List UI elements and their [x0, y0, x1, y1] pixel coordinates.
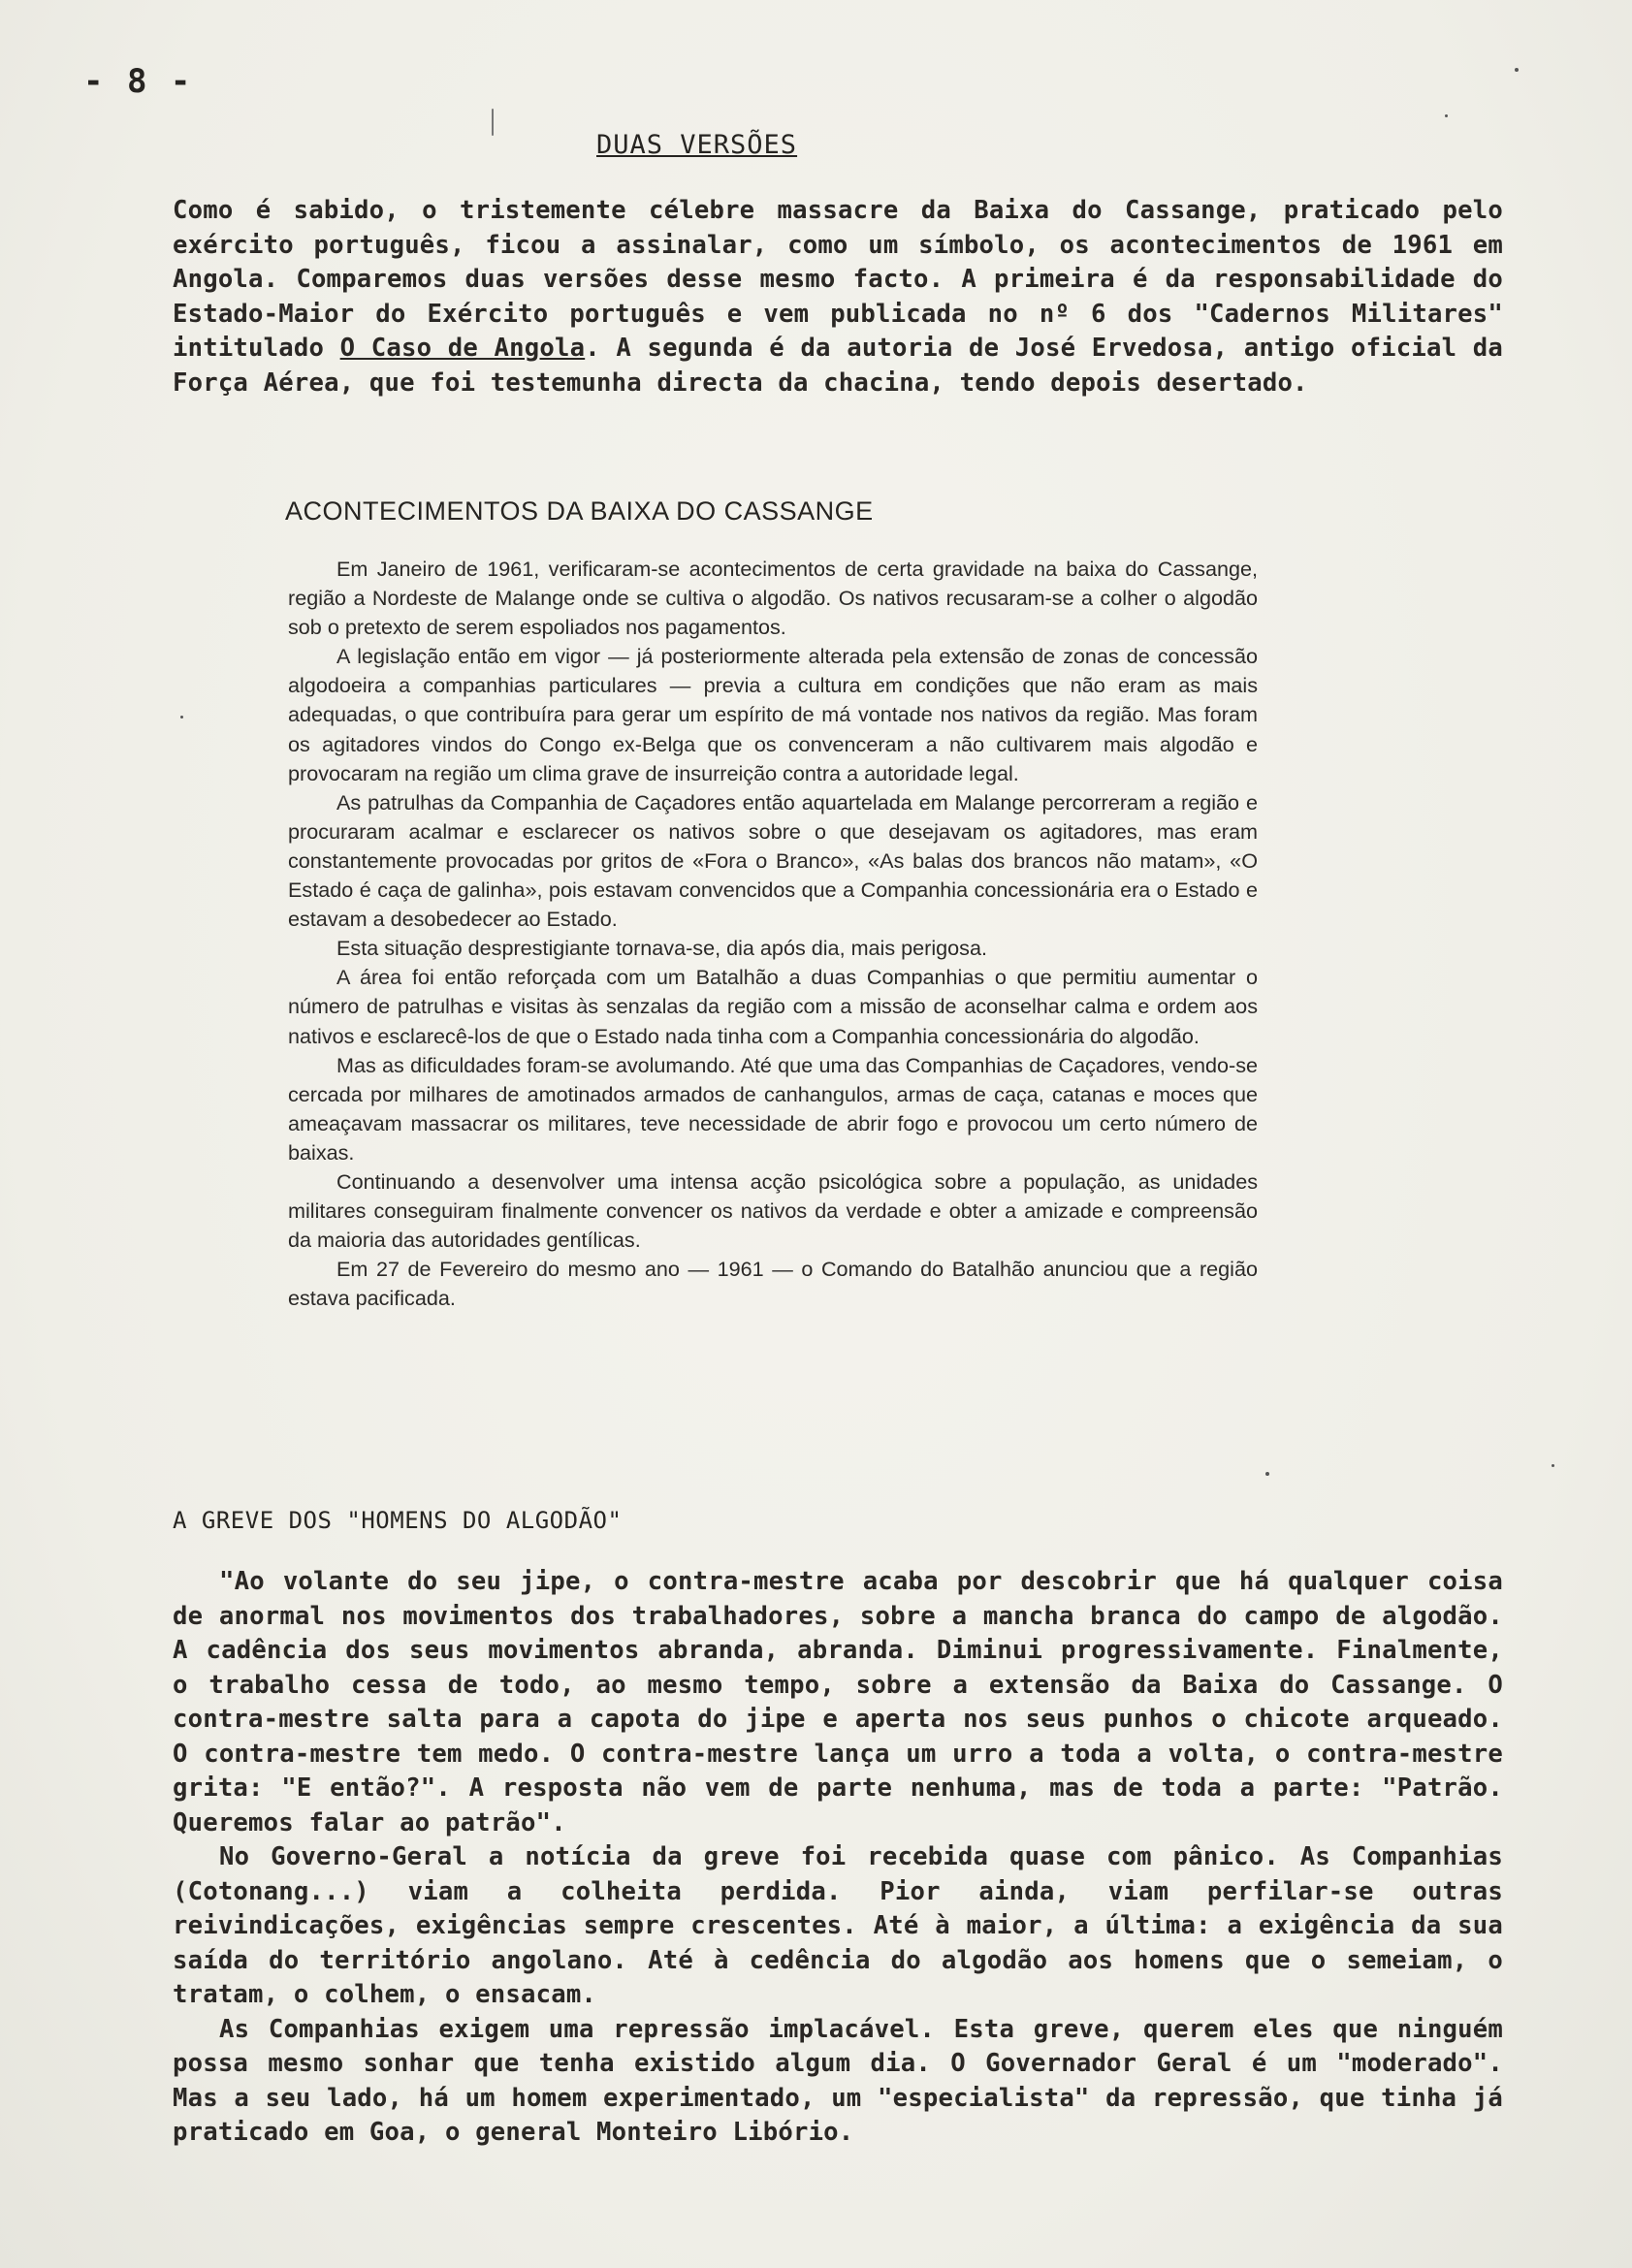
- page-number: - 8 -: [83, 62, 193, 101]
- intro-text-after: . A segunda é da autoria de José Ervedosa, antigo oficial da Força Aérea, que foi testemunha directa da chacina, tendo depois desertado.: [173, 334, 1503, 398]
- strike-heading: A GREVE DOS "HOMENS DO ALGODÃO": [173, 1507, 623, 1534]
- strike-text: [173, 1565, 1503, 2151]
- page-title: DUAS VERSÕES: [596, 130, 798, 160]
- scan-speck: [1552, 1464, 1554, 1467]
- intro-text-before: Como é sabido, o tristemente célebre massacre da Baixa do Cassange, praticado pelo exército português, ficou a assinalar, como um símbolo, os acontecimentos de 1961 em Angola. Comparemos duas versões desse mesmo facto. A primeira é da responsabilidade do Estado-Maior do Exército português e vem publicada no nº 6 dos "Cadernos Militares" intitulado: [173, 196, 1503, 363]
- military-paragraph: As patrulhas da Companhia de Caçadores então aquartelada em Malange percorreram a região e procuraram acalmar e esclarecer os nativos sobre o que desejavam os agitadores, mas eram constantemente provocadas por gritos de «Fora o Branco», «As balas dos brancos não matam», «O Estado é caça de galinha», pois estavam convencidos que a Companhia concessionária era o Estado e estavam a desobedecer ao Estado.: [288, 789, 1258, 932]
- military-version-text: [288, 555, 1258, 1313]
- scan-speck: [1265, 1472, 1269, 1476]
- scan-speck: [180, 716, 183, 719]
- strike-paragraph: As Companhias exigem uma repressão implacável. Esta greve, querem eles que ninguém possa mesmo sonhar que tenha existido algum dia. O Governador Geral é um "moderado". Mas a seu lado, há um homem experimentado, um "especialista" da repressão, que tinha já praticado em Goa, o general Monteiro Libório.: [173, 2014, 1503, 2147]
- scan-speck: [1445, 114, 1448, 117]
- strike-paragraph: "Ao volante do seu jipe, o contra-mestre acaba por descobrir que há qualquer coisa de anormal nos movimentos dos trabalhadores, sobre a mancha branca do campo de algodão. A cadência dos seus movimentos abranda, abranda. Diminui progressivamente. Finalmente, o trabalho cessa de todo, ao mesmo tempo, sobre a extensão da Baixa do Cassange. O contra-mestre salta para a capota do jipe e aperta nos seus punhos o chicote arqueado. O contra-mestre tem medo. O contra-mestre lança um urro a toda a volta, o contra-mestre grita: "E então?". A resposta não vem de parte nenhuma, mas de toda a parte: "Patrão. Queremos falar ao patrão".: [173, 1567, 1503, 1837]
- military-paragraph: Em Janeiro de 1961, verificaram-se acontecimentos de certa gravidade na baixa do Cassange, região a Nordeste de Malange onde se cultiva o algodão. Os nativos recusaram-se a colher o algodão sob o pretexto de serem espoliados nos pagamentos.: [288, 557, 1258, 640]
- scan-speck: [1515, 68, 1519, 72]
- military-paragraph: Esta situação desprestigiante tornava-se, dia após dia, mais perigosa.: [336, 936, 987, 961]
- military-paragraph: A área foi então reforçada com um Batalhão a duas Companhias o que permitiu aumentar o número de patrulhas e visitas às senzalas da região com a missão de aconselhar calma e ordem aos nativos e esclarecê-los de que o Estado nada tinha com a Companhia concessionária do algodão.: [288, 965, 1258, 1048]
- military-version-heading: ACONTECIMENTOS DA BAIXA DO CASSANGE: [285, 496, 874, 526]
- military-paragraph: Continuando a desenvolver uma intensa acção psicológica sobre a população, as unidades militares conseguiram finalmente convencer os nativos da verdade e obter a amizade e compreensão da maioria das autoridades gentílicas.: [288, 1168, 1258, 1253]
- intro-paragraph: [173, 194, 1503, 400]
- military-paragraph: A legislação então em vigor — já posteriormente alterada pela extensão de zonas de concessão algodoeira a companhias particulares — previa a cultura em condições que não eram as mais adequadas, o que contribuíra para gerar um espírito de má vontade nos nativos da região. Mas foram os agitadores vindos do Congo ex-Belga que os convenceram a não cultivarem mais algodão e provocaram na região um clima grave de insurreição contra a autoridade legal.: [288, 644, 1258, 785]
- scan-speck: [492, 109, 494, 136]
- military-paragraph: Em 27 de Fevereiro do mesmo ano — 1961 — o Comando do Batalhão anunciou que a região estava pacificada.: [288, 1257, 1258, 1311]
- strike-paragraph: No Governo-Geral a notícia da greve foi recebida quase com pânico. As Companhias (Cotonang...) viam a colheita perdida. Pior ainda, viam perfilar-se outras reivindicações, exigências sempre crescentes. Até à maior, a última: a exigência da sua saída do território angolano. Até à cedência do algodão aos homens que o semeiam, o tratam, o colhem, o ensacam.: [173, 1842, 1503, 2009]
- intro-publication-title: O Caso de Angola: [339, 334, 586, 363]
- military-paragraph: Mas as dificuldades foram-se avolumando. Até que uma das Companhias de Caçadores, vendo-se cercada por milhares de amotinados armados de canhangulos, armas de caça, catanas e moces que ameaçavam massacrar os militares, teve necessidade de abrir fogo e provocou um certo número de baixas.: [288, 1052, 1258, 1165]
